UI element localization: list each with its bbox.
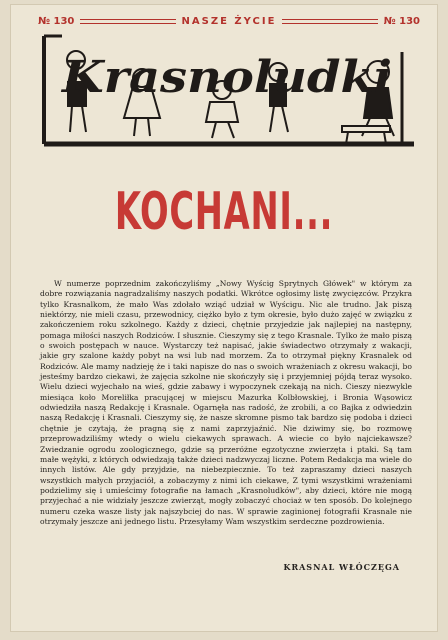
magazine-title: NASZE ŻYCIE xyxy=(181,15,277,27)
article-signature: KRASNAL WŁÓCZĘGA xyxy=(283,562,400,572)
banner-title: Krasnoludki xyxy=(59,52,392,103)
article-headline: KOCHANI... xyxy=(114,182,334,242)
magazine-page xyxy=(10,4,438,632)
issue-number-right: № 130 xyxy=(383,15,420,27)
masthead xyxy=(38,14,420,28)
issue-number-left: № 130 xyxy=(38,15,75,27)
article-body: W numerze poprzednim zakończyliśmy „Nowy Wyścig Sprytnych Główek" w którym za dobre rozwiązania nagradzaliśmy naszych podatki. Wkrótce ogłosimy listę zwycięzców. Przykra tylko Krasnalkom, że mało Was zdołało wziąć udział w Wyścigu. Nic ale trudno. Jak piszą niektórzy, nie mieli czasu, przewodnicy, ciężko było z tym okresie, było dużo zajęć w związku z zakończeniem roku szkolnego. Każdy z dzieci, chętnie przyjedzie jak najlepiej na następny, pomaga miłości naszych Rodziców. I słusznie. Cieszymy się z tego Krasnale. Tylko że mało piszą o swoich postępach w nauce. Wystarczy też napisać, jakie świadectwo otrzymały z wakacji, jakie gry szalone każdy pobyt na wsi lub nad morzem. Za to otrzymał piękny Krasnalek od Rodziców. Ale mamy nadzieję że i taki napisze do nas o swoich wrażeniach z okresu wakacji, bo jesteśmy bardzo ciekawi, że zajęcia szkolne nie skończyły się i przyjemniej pójdą teraz wysoko. Wielu dzieci wyjechało na wieś, gdzie zabawy i wypoczynek czekają na nich. Cieszy niezwykle miesiąca koło Moreliłka pracującej w miejscu Mazurka Kolbłowskiej, i Bronia Wąsowicz odwiedziła naszą Redakcję i Krasnale. Ogarnęła nas radość, że zrobili, a co Bajka z odwiedzin naszą Redakcję i Krasnali. Cieszymy się, że nasze skromne pismo tak bardzo się podoba i dzieci chętnie je czytają, że pragną się z nami zaprzyjaźnić. Nie dziwimy się, bo rozmowę przeprowadziliśmy wtedy o wielu ciekawych sprawach. A wiecie co było najciekawsze? Zwiedzanie ogrodu zoologicznego, gdzie są przeróżne egzotyczne zwierzęta i ptaki. Są tam małe wężyki, z których odwiedzają także dzieci nadzwyczaj liczne. Potem Redakcja ma wiele do innych listów. Ale gdy przyjdzie, na niebezpiecznie. To też zapraszamy dzieci naszych wszystkich małych przyjaciół, a zobaczymy z nimi ich ciekawe, Z tymi wszystkimi wrażeniami podzielimy się i umieścimy fotografie na łamach „Krasnoludków", aby dzieci, które nie mogą przyjechać a nie widziały jeszcze zwierząt, mogły zobaczyć chociaż w ten sposób. Do kolejnego numeru czeka wasze listy jak najszybciej do nas. W sprawie zaginionej fotografii Krasnale nie otrzymały jeszcze ani jednego listu. Przesyłamy Wam wszystkim serdeczne pozdrowienia. xyxy=(40,279,412,526)
masthead-rule-left xyxy=(80,19,175,24)
masthead-rule-right xyxy=(282,19,377,24)
krasnoludki-banner xyxy=(42,32,416,152)
